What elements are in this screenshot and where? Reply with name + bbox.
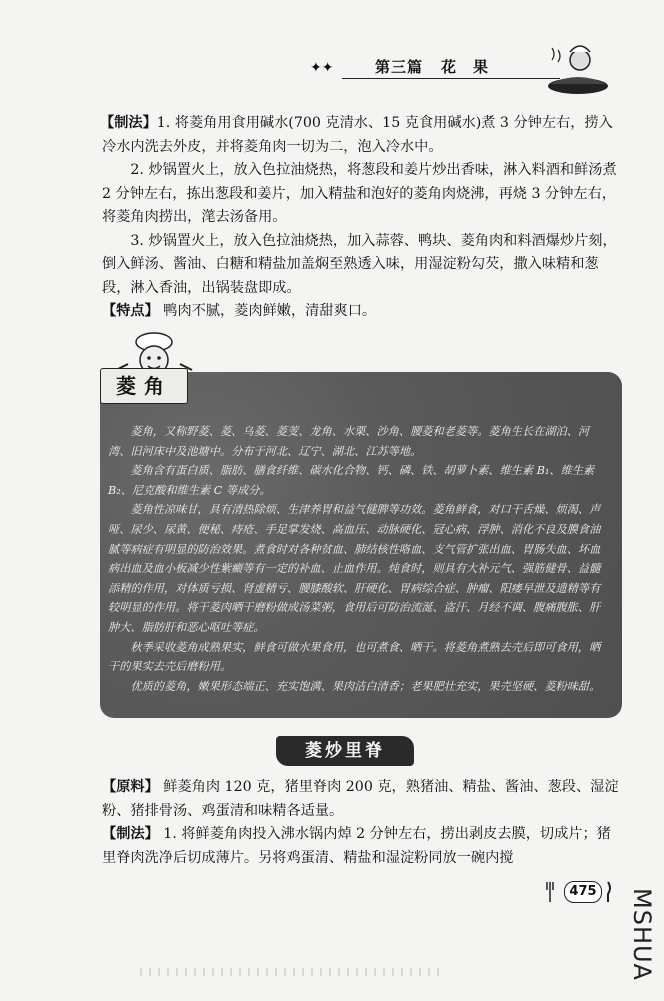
info-box-text — [108, 422, 608, 696]
info-box — [100, 372, 622, 718]
method2-tag: 【制法】 — [102, 826, 159, 842]
watermark: MSHUA — [628, 888, 656, 981]
method1-step-3: 3. 炒锅置火上，放入色拉油烧热，加入蒜蓉、鸭块、菱角肉和料酒爆炒片刻，倒入鲜汤、酱油、白糖和精盐加盖焖至熟透入味，用湿淀粉勾芡，撒入味精和葱段，淋入香油，出锅装盘即成。 — [102, 232, 617, 296]
recipe2-block — [102, 776, 622, 870]
feature-tag: 【特点】 — [102, 303, 159, 319]
ingredients-tag: 【原料】 — [102, 779, 159, 795]
info-para-1: 菱角，又称野菱、菱、乌菱、菱芰、龙角、水栗、沙角、腰菱和老菱等。菱角生长在湖泊、河湾、旧河床中及池塘中。分布于河北、辽宁、湖北、江苏等地。 — [108, 425, 590, 458]
method1-tag: 【制法】 — [100, 115, 157, 131]
method2-text: 1. 将鲜菱角肉投入沸水锅内焯 2 分钟左右，捞出剥皮去膜，切成片；猪里脊肉洗净后切成薄片。另将鸡蛋清、精盐和湿淀粉同放一碗内搅 — [102, 826, 611, 866]
chef-with-pan-icon — [540, 40, 615, 98]
header-rule — [342, 78, 560, 79]
info-para-4: 秋季采收菱角成熟果实，鲜食可做水果食用，也可煮食、晒干。将菱角煮熟去壳后即可食用，晒干的果实去壳后磨粉用。 — [108, 640, 601, 674]
method2-line — [102, 823, 622, 870]
method1-step-2: 2. 炒锅置火上，放入色拉油烧热，将葱段和姜片炒出香味，淋入料酒和鲜汤煮 2 分钟左右，拣出葱段和姜片，加入精盐和泡好的菱角肉烧沸，再烧 3 分钟左右，将菱角肉捞出，滗去汤备用。 — [102, 162, 617, 225]
info-para-2: 菱角含有蛋白质、脂肪、膳食纤维、碳水化合物、钙、磷、铁、胡萝卜素、维生素 B₁、维生素 B₂、尼克酸和维生素 C 等成分。 — [108, 464, 595, 497]
header-group: 花 果 — [441, 58, 490, 76]
method1-step-1 — [102, 112, 622, 159]
info-para-3: 菱角性凉味甘，具有清热除烦、生津养胃和益气健脾等功效。菱角鲜食，对口干舌燥、烦渴、声哑、尿少、尿黄、便秘、痔疮、手足掌发烧、高血压、动脉硬化、冠心病、浮肿、消化不良及膜食油腻等病症有明显的防治效果。煮食时对各种贫血、肺结核性咯血、支气管扩张出血、胃肠失血、坏血病出血及血小板减少性紫癜等有一定的补血、止血作用。炖食时，则具有大补元气、强筋健骨、益髓添精的作用，对体质亏损、肾虚精亏、腰膝酸软、肝硬化、胃病综合症、肿瘤、阳痿早泄及遗精等有较明显的作用。将干菱肉晒干磨粉做成汤菜粥，食用后可防治流涎、盗汗、月经不调、腹痛腹胀、肝肿大、脂肪肝和恶心呕吐等症。 — [108, 503, 601, 634]
feature-line — [102, 300, 622, 324]
header-title — [375, 56, 489, 77]
page-number-block — [546, 878, 614, 906]
feature-text: 鸭肉不腻，菱肉鲜嫩，清甜爽口。 — [163, 303, 377, 319]
header-section: 第三篇 — [375, 58, 424, 76]
method1-step-1-text: 1. 将菱角用食用碱水(700 克清水、15 克食用碱水)煮 3 分钟左右，捞入冷水内洗去外皮，并将菱角肉一切为二，泡入冷水中。 — [102, 115, 613, 155]
sparkle-icon: ✦✦ — [310, 60, 334, 76]
scan-artifact — [140, 968, 440, 976]
dish-title: 菱炒里脊 — [276, 736, 414, 766]
info-para-5: 优质的菱角，嫩果形态端正、充实饱满、果肉洁白清香；老果肥壮充实，果壳坚硬、菱粉味甜。 — [130, 679, 601, 693]
ingredients-text: 鲜菱角肉 120 克，猪里脊肉 200 克，熟猪油、精盐、酱油、葱段、湿淀粉、猪排骨汤、鸡蛋清和味精各适量。 — [102, 779, 619, 819]
info-box-title: 菱角 — [100, 368, 188, 404]
page-number: 475 — [564, 881, 602, 903]
method1-block — [102, 112, 622, 324]
ingredients-line — [102, 776, 622, 823]
